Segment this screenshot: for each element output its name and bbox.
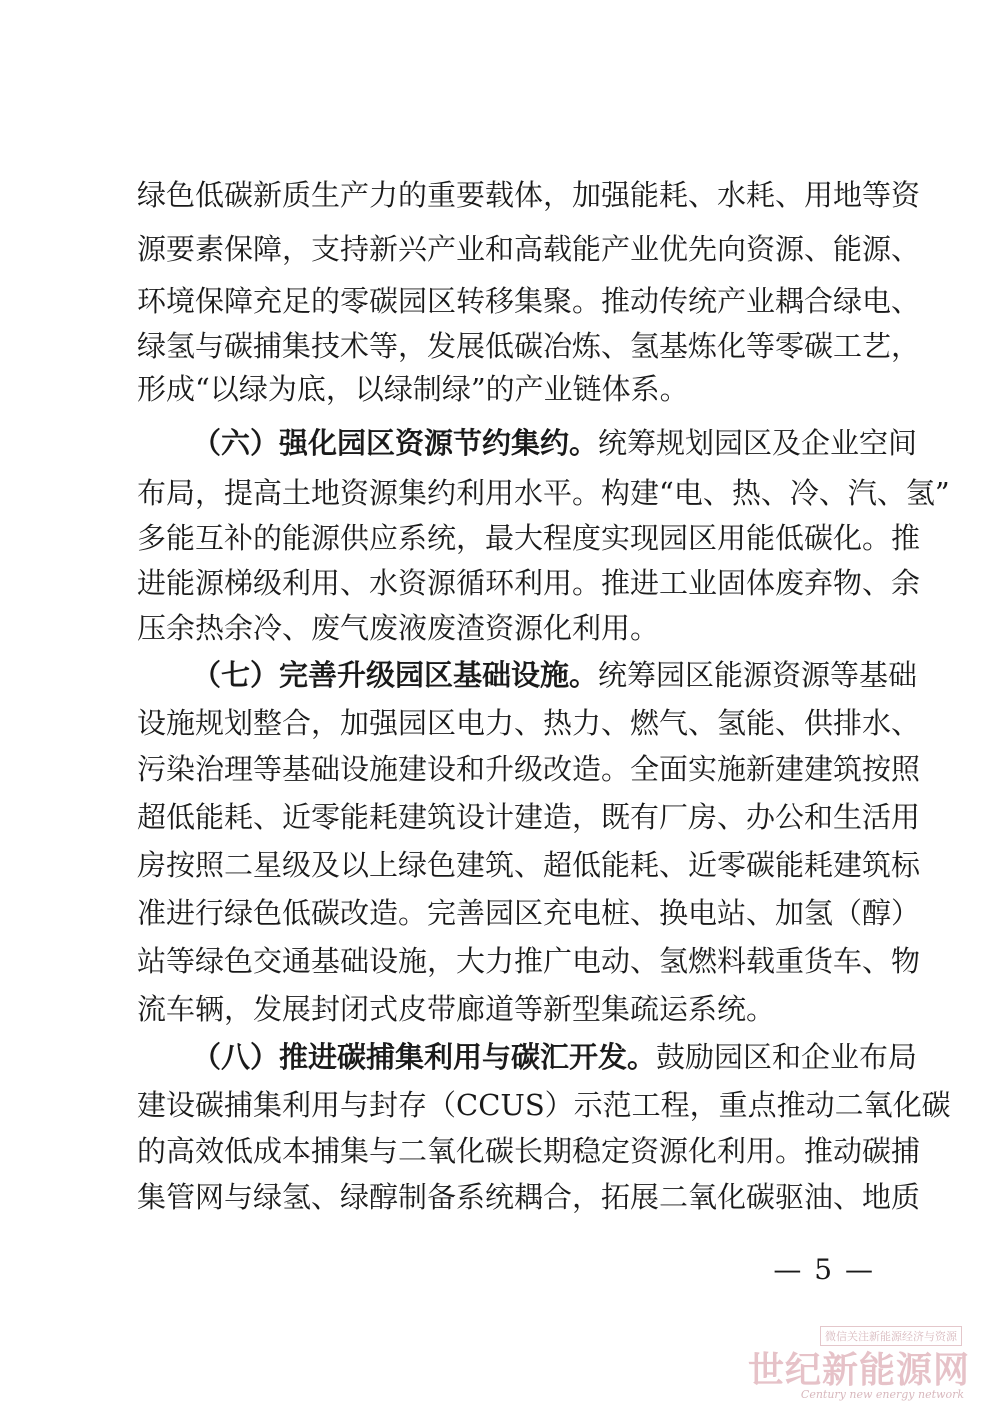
line-text: 源要素保障，支持新兴产业和高载能产业优先向资源、能源、 xyxy=(137,232,921,266)
text-line xyxy=(137,473,950,513)
section-heading-line xyxy=(192,655,918,695)
text-line xyxy=(137,703,921,743)
section-heading-6: （六）强化园区资源节约集约。 xyxy=(192,426,599,460)
line-text: 建设碳捕集利用与封存（CCUS）示范工程，重点推动二氧化碳 xyxy=(137,1088,951,1122)
text-line xyxy=(137,893,921,933)
watermark-main-text: 世纪新能源网 xyxy=(747,1349,970,1391)
text-line xyxy=(137,845,921,885)
page-number: — 5 — xyxy=(773,1253,875,1286)
line-text: 房按照二星级及以上绿色建筑、超低能耗、近零碳能耗建筑标 xyxy=(137,848,921,882)
line-text: 准进行绿色低碳改造。完善园区充电桩、换电站、加氢（醇） xyxy=(137,896,921,930)
line-text: 污染治理等基础设施建设和升级改造。全面实施新建建筑按照 xyxy=(137,752,921,786)
section-heading-7: （七）完善升级园区基础设施。 xyxy=(192,658,599,692)
line-text: 超低能耗、近零能耗建筑设计建造，既有厂房、办公和生活用 xyxy=(137,800,921,834)
line-text: 站等绿色交通基础设施，大力推广电动、氢燃料载重货车、物 xyxy=(137,944,921,978)
line-text: 流车辆，发展封闭式皮带廊道等新型集疏运系统。 xyxy=(137,992,776,1026)
text-line xyxy=(137,1177,921,1217)
line-text: 压余热余冷、废气废液废渣资源化利用。 xyxy=(137,611,660,645)
text-line xyxy=(137,326,921,366)
line-text: 鼓励园区和企业布局 xyxy=(656,1040,918,1074)
text-line xyxy=(137,563,921,603)
line-text: 设施规划整合，加强园区电力、热力、燃气、氢能、供排水、 xyxy=(137,706,921,740)
text-line xyxy=(137,797,921,837)
text-line xyxy=(137,989,875,1029)
line-text: 形成“以绿为底，以绿制绿”的产业链体系。 xyxy=(137,372,689,406)
text-line xyxy=(137,229,921,269)
text-line xyxy=(137,175,921,215)
line-text: 布局，提高土地资源集约利用水平。构建“电、热、冷、汽、氢” xyxy=(137,476,950,510)
text-line xyxy=(137,1131,921,1171)
section-heading-line xyxy=(192,1037,918,1077)
text-line xyxy=(137,518,921,558)
watermark-sub-text: Century new energy network xyxy=(800,1388,964,1401)
line-text: 环境保障充足的零碳园区转移集聚。推动传统产业耦合绿电、 xyxy=(137,284,921,318)
text-line xyxy=(137,1085,951,1125)
text-line xyxy=(137,608,875,648)
text-line xyxy=(137,941,921,981)
line-text: 多能互补的能源供应系统，最大程度实现园区用能低碳化。推 xyxy=(137,521,921,555)
text-line xyxy=(137,369,875,409)
line-text: 绿色低碳新质生产力的重要载体，加强能耗、水耗、用地等资 xyxy=(137,178,921,212)
section-heading-8: （八）推进碳捕集利用与碳汇开发。 xyxy=(192,1040,657,1074)
line-text: 集管网与绿氢、绿醇制备系统耦合，拓展二氧化碳驱油、地质 xyxy=(137,1180,921,1214)
line-text: 绿氢与碳捕集技术等，发展低碳冶炼、氢基炼化等零碳工艺， xyxy=(137,329,921,363)
line-text: 的高效低成本捕集与二氧化碳长期稳定资源化利用。推动碳捕 xyxy=(137,1134,921,1168)
section-heading-line xyxy=(192,423,918,463)
line-text: 统筹规划园区及企业空间 xyxy=(598,426,918,460)
text-line xyxy=(137,281,921,321)
line-text: 统筹园区能源资源等基础 xyxy=(598,658,918,692)
watermark-top-text: 微信关注新能源经济与资源 xyxy=(820,1326,962,1346)
watermark-logo xyxy=(747,1326,982,1406)
text-line xyxy=(137,749,921,789)
line-text: 进能源梯级利用、水资源循环利用。推进工业固体废弃物、余 xyxy=(137,566,921,600)
